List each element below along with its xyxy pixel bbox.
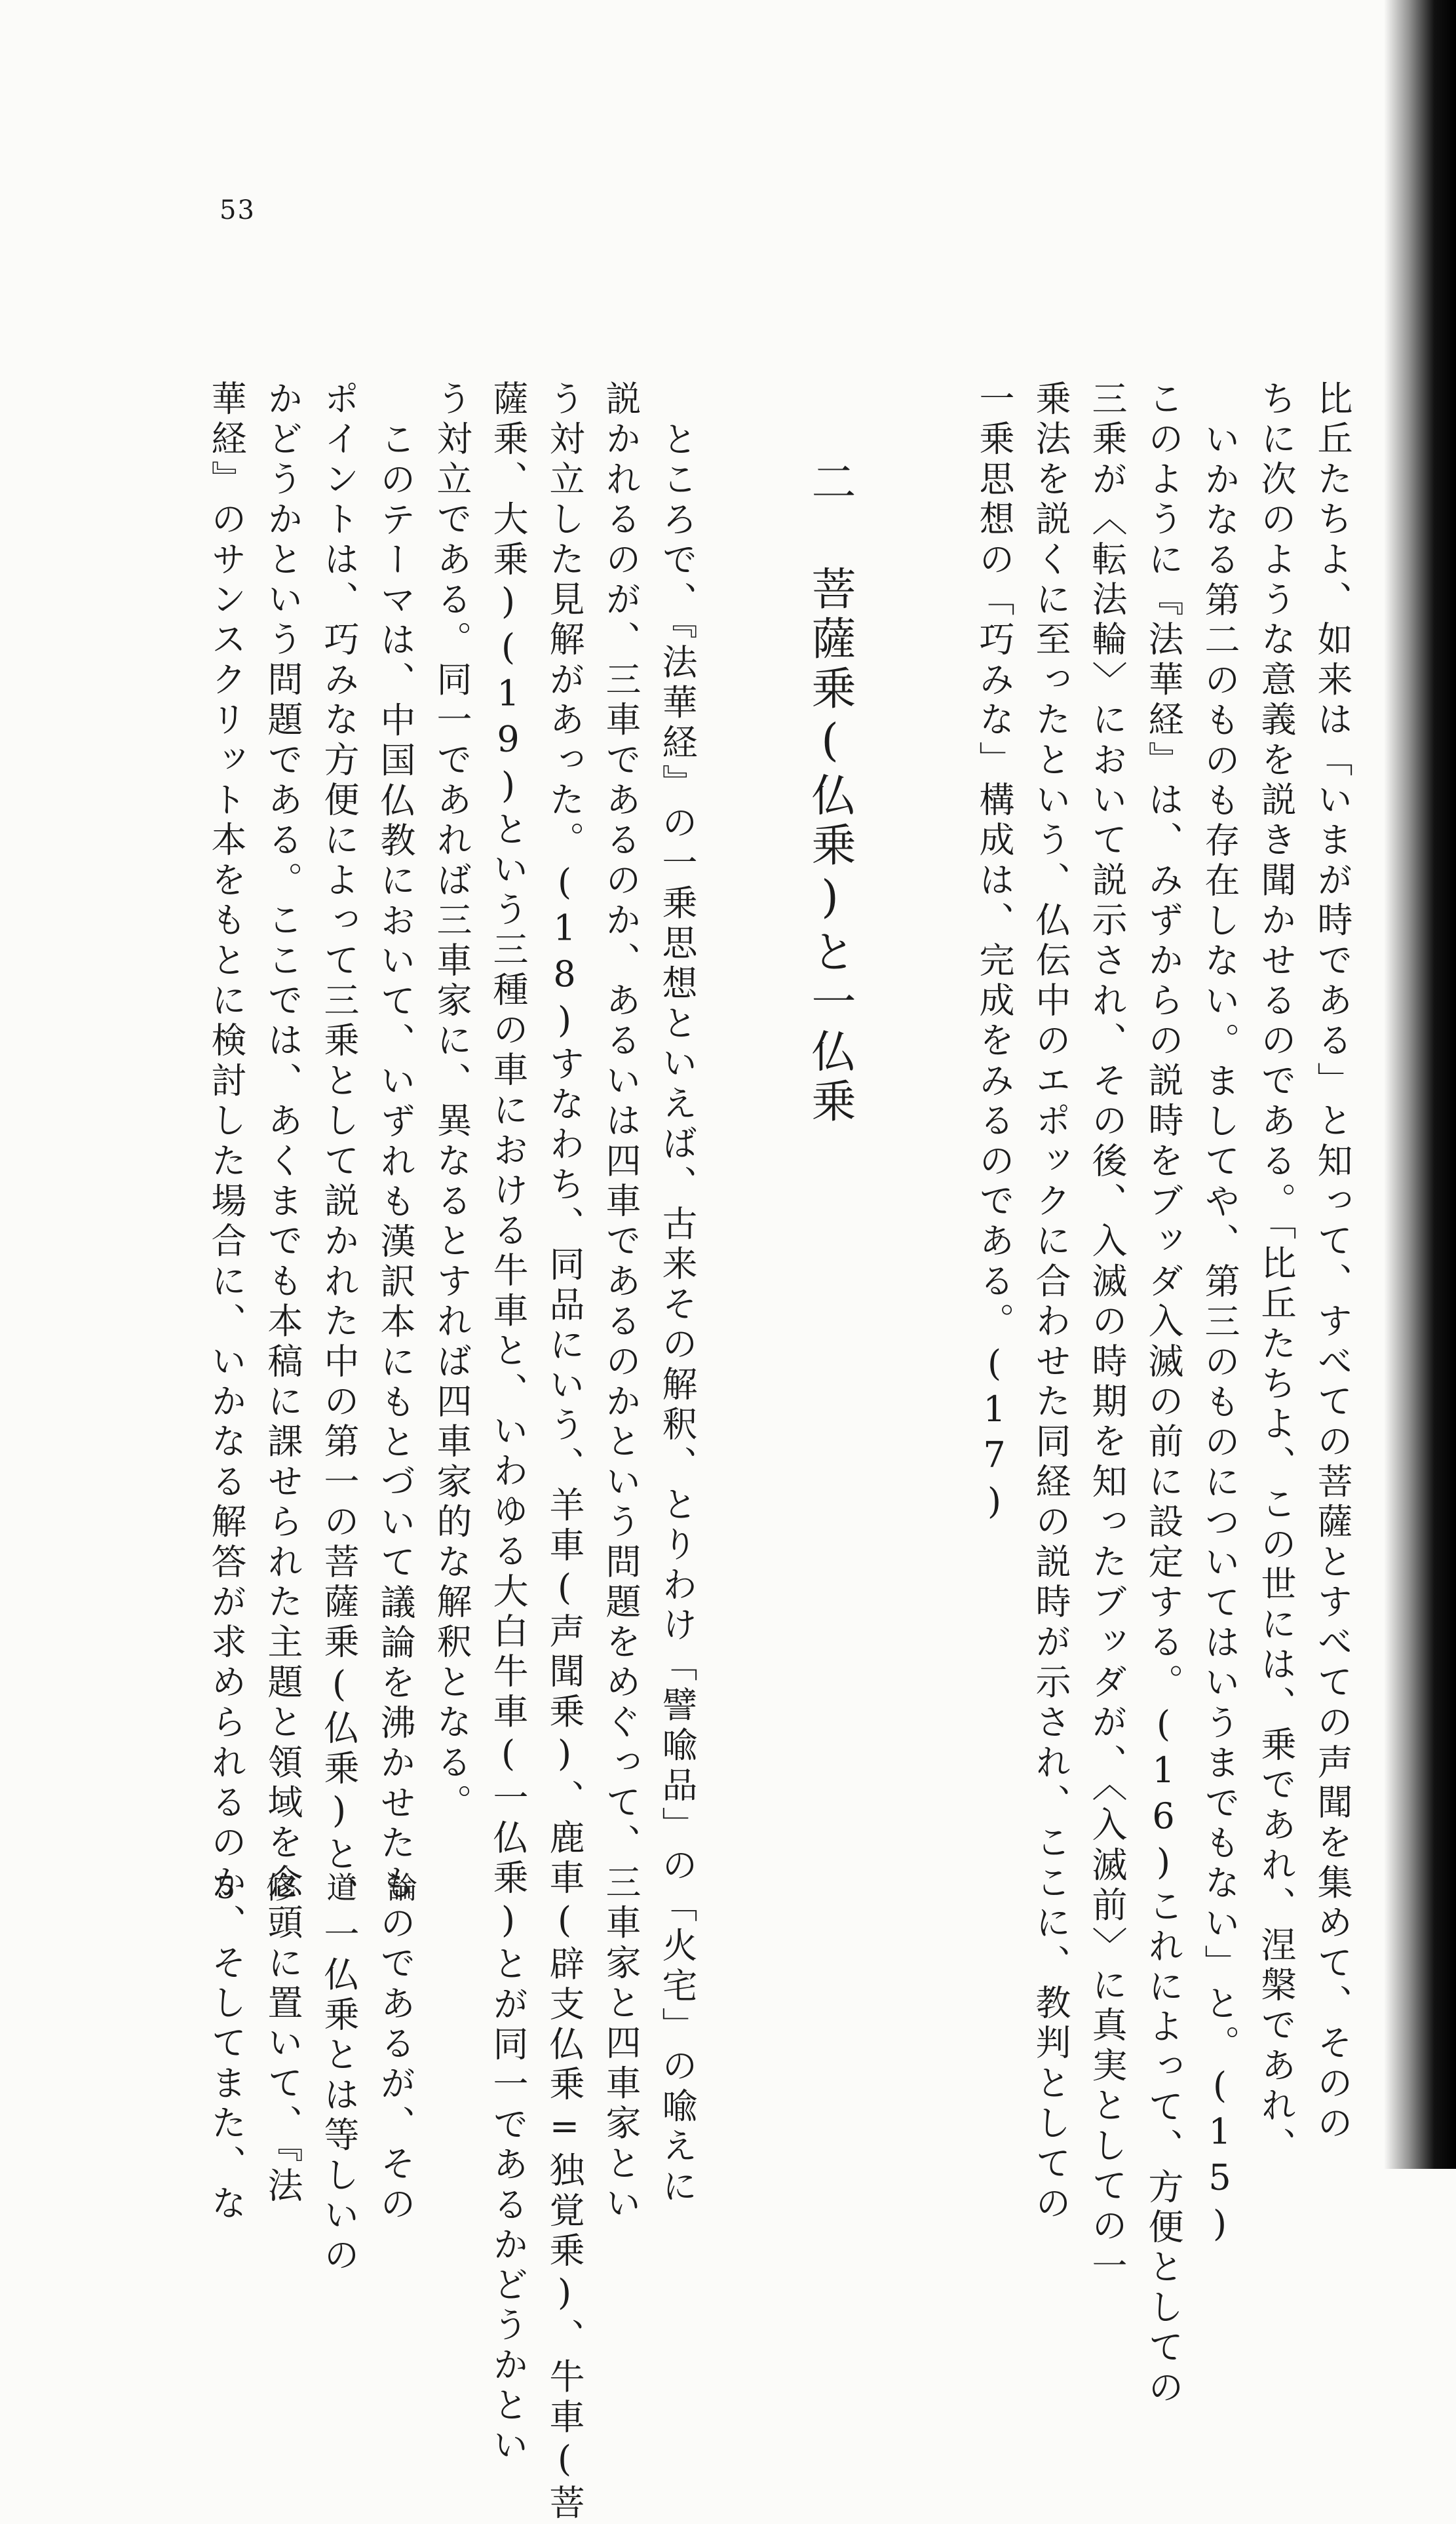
body-column-8: ところで、『法華経』の一乗思想といえば、古来その解釈、とりわけ「譬喩品」の「火宅」の喩えに — [657, 421, 698, 2208]
body-column-4: このように『法華経』は、みずからの説時をブッダ入滅の前に設定する。(16)これによって、方便としての — [1143, 380, 1184, 2409]
section-heading: 二 菩薩乗(仏乗)と一仏乗 — [804, 459, 856, 1128]
body-column-2: ちに次のような意義を説き聞かせるのである。「比丘たちよ、この世には、乗であれ、涅槃であれ、 — [1255, 380, 1297, 2167]
body-column-16: 華経』のサンスクリット本をもとに検討した場合に、いかなる解答が求められるのか、そしてまた、な — [206, 380, 247, 2225]
body-column-1: 比丘たちよ、如来は「いまが時である」と知って、すべての菩薩とすべての声聞を集めて、そのの — [1312, 380, 1353, 2145]
page-number: 53 — [220, 195, 256, 225]
body-column-15: かどうかという問題である。ここでは、あくまでも本稿に課せられた主題と領域を念頭に置いて、『法 — [262, 380, 303, 2208]
body-column-10: う対立した見解があった。(18)すなわち、同品にいう、羊車(声聞乗)、鹿車(辟支仏乗=独覚乗)、牛車(菩 — [544, 380, 585, 2524]
scan-gutter-shadow — [1384, 0, 1456, 2169]
body-column-9: 説かれるのが、三車であるのか、あるいは四車であるのかという問題をめぐって、三車家と四車家とい — [600, 380, 642, 2225]
body-column-12: う対立である。同一であれば三車家に、異なるとすれば四車家的な解釈となる。 — [431, 380, 472, 1824]
section-footer: 5 修 道 論 — [216, 1870, 429, 1905]
body-column-5: 三乗が〈転法輪〉において説示され、その後、入滅の時期を知ったブッダが、〈入滅前〉に真実としての一 — [1086, 380, 1128, 2287]
body-column-13: このテーマは、中国仏教において、いずれも漢訳本にもとづいて議論を沸かせたものであるが、その — [375, 421, 416, 2225]
body-column-14: ポイントは、巧みな方便によって三乗として説かれた中の第一の菩薩乗(仏乗)と、一仏乗とは等しいの — [318, 380, 360, 2277]
body-column-11: 薩乗、大乗)(19)という三種の車における牛車と、いわゆる大白牛車(一仏乗)とが同一であるかどうかとい — [488, 380, 529, 2467]
body-column-3: いかなる第二のものも存在しない。ましてや、第三のものについてはいうまでもない」と。(15) — [1199, 421, 1240, 2249]
body-column-7: 一乗思想の「巧みな」構成は、完成をみるのである。(17) — [974, 380, 1015, 1527]
body-column-6: 乗法を説くに至ったという、仏伝中のエポックに合わせた同経の説時が示され、ここに、教判としての — [1030, 380, 1071, 2225]
